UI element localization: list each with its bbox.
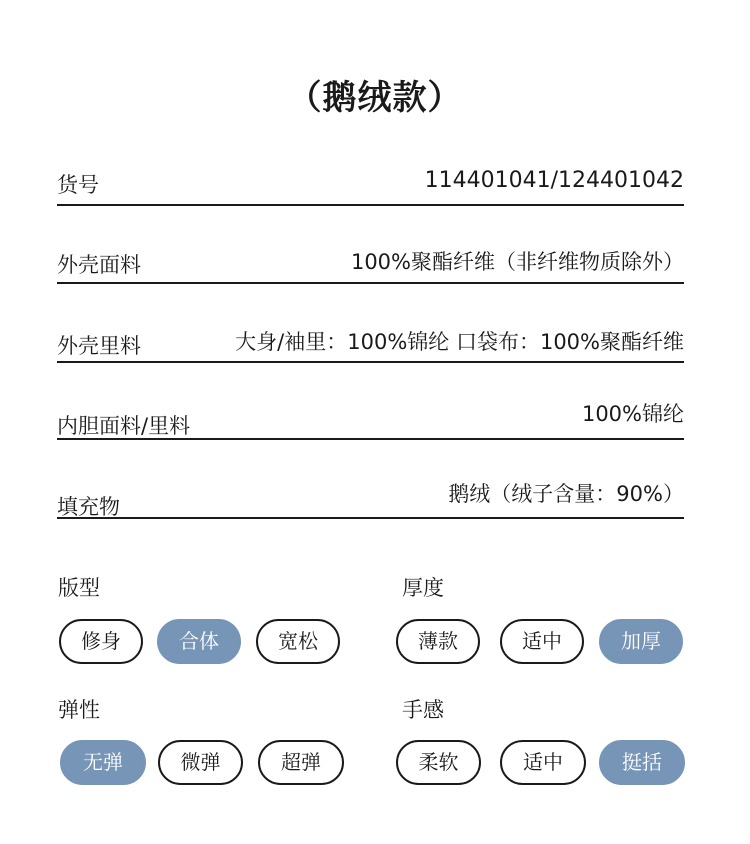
spec-row-inner-fabric <box>57 395 684 440</box>
attribute-title: 弹性 <box>58 698 100 722</box>
spec-value: 100%锦纶 <box>581 402 684 426</box>
attribute-group-elasticity <box>58 694 358 794</box>
attribute-title: 厚度 <box>402 576 444 600</box>
option-no-stretch[interactable]: 无弹 <box>60 740 146 785</box>
spec-row-shell-fabric <box>57 240 684 284</box>
product-title: （鹅绒款） <box>287 78 463 118</box>
spec-row-filling <box>57 475 684 519</box>
option-regular-fit[interactable]: 合体 <box>157 619 241 664</box>
option-medium-thickness[interactable]: 适中 <box>500 619 584 664</box>
attribute-group-fit <box>58 572 358 672</box>
spec-label: 外壳里料 <box>57 334 141 358</box>
option-medium-feel[interactable]: 适中 <box>500 740 586 785</box>
spec-value: 大身/袖里：100%锦纶 口袋布：100%聚酯纤维 <box>235 330 684 354</box>
option-slight-stretch[interactable]: 微弹 <box>158 740 243 785</box>
option-thick[interactable]: 加厚 <box>599 619 683 664</box>
spec-value: 100%聚酯纤维（非纤维物质除外） <box>350 250 684 274</box>
spec-label: 外壳面料 <box>57 253 141 277</box>
attribute-title: 手感 <box>402 698 444 722</box>
attribute-group-hand-feel <box>402 694 702 794</box>
option-soft[interactable]: 柔软 <box>396 740 481 785</box>
option-slim-fit[interactable]: 修身 <box>59 619 143 664</box>
attribute-title: 版型 <box>58 576 100 600</box>
spec-value: 114401041/124401042 <box>424 168 684 193</box>
option-crisp[interactable]: 挺括 <box>599 740 685 785</box>
spec-value: 鹅绒（绒子含量：90%） <box>448 482 684 506</box>
spec-label: 货号 <box>57 173 99 197</box>
option-super-stretch[interactable]: 超弹 <box>258 740 344 785</box>
attribute-group-thickness <box>402 572 702 672</box>
spec-row-item-number <box>57 160 684 206</box>
option-thin[interactable]: 薄款 <box>396 619 480 664</box>
spec-label: 内胆面料/里料 <box>57 414 191 438</box>
spec-row-shell-lining <box>57 320 684 363</box>
option-loose-fit[interactable]: 宽松 <box>256 619 340 664</box>
spec-label: 填充物 <box>57 495 120 519</box>
